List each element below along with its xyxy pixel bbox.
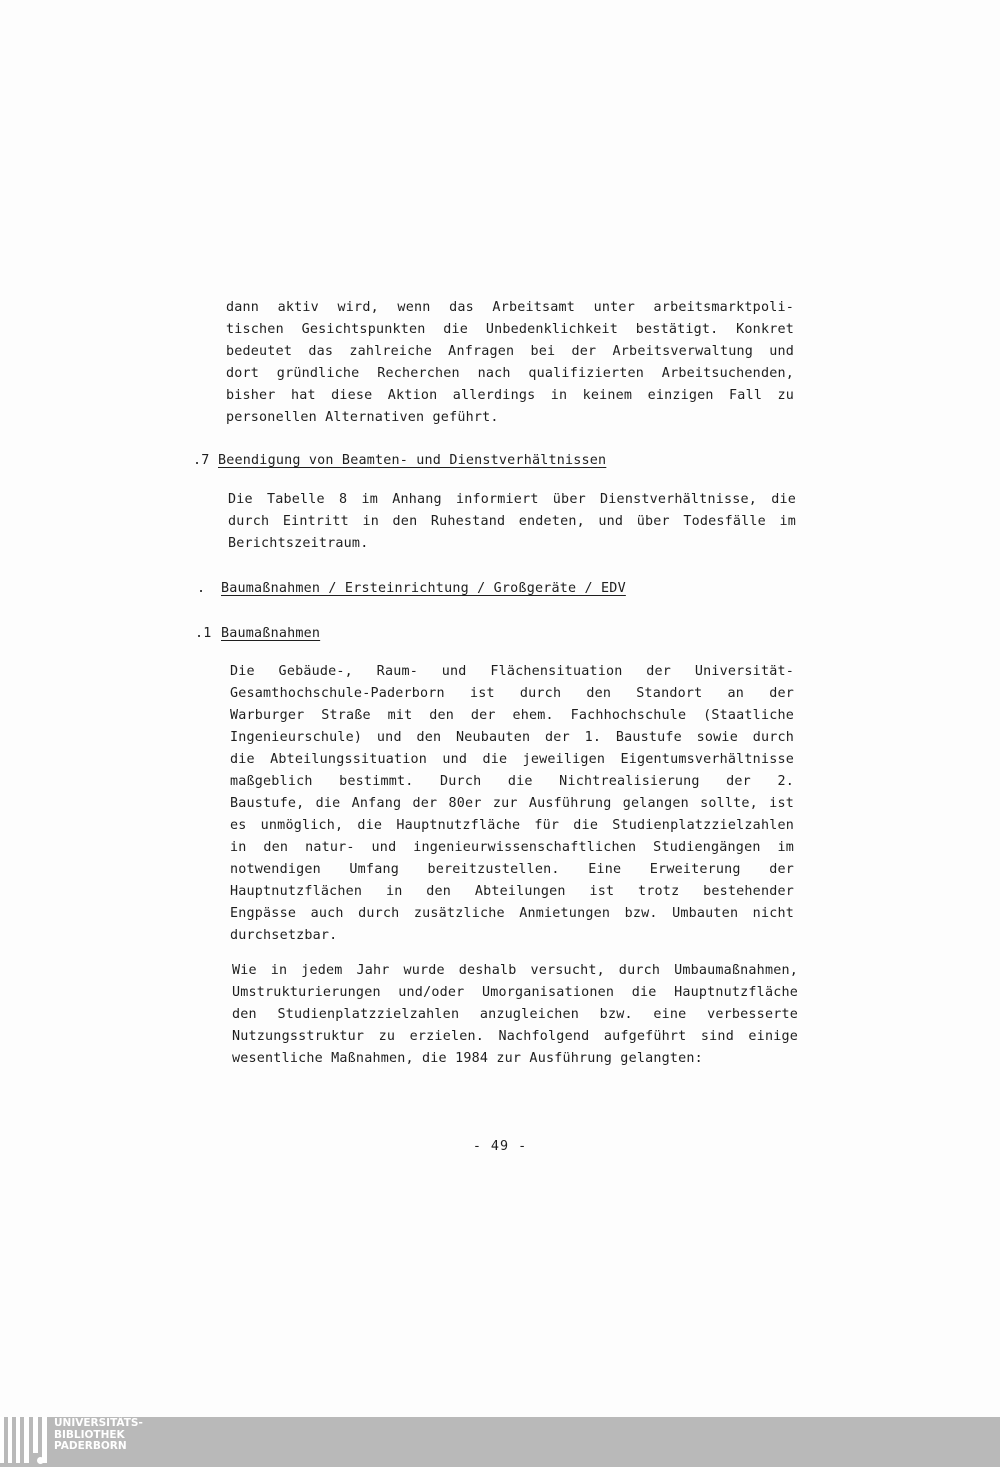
logo-line: PADERBORN bbox=[54, 1440, 127, 1452]
text-line: wesentliche Maßnahmen, die 1984 zur Ausführung gelangten: bbox=[232, 1051, 703, 1066]
text-line: in den natur- und ingenieurwissenschaftlichen Studiengängen im bbox=[230, 840, 794, 855]
text-line: den Studienplatzzielzahlen anzugleichen bzw. eine verbesserte bbox=[232, 1007, 798, 1022]
heading-number: .7 bbox=[193, 453, 210, 468]
heading-number: .1 bbox=[195, 626, 212, 641]
text-line: tischen Gesichtspunkten die Unbedenklichkeit bestätigt. Konkret bbox=[226, 322, 794, 337]
text-line: maßgeblich bestimmt. Durch die Nichtrealisierung der 2. bbox=[230, 774, 794, 789]
text-line: durchsetzbar. bbox=[230, 928, 338, 943]
paragraph-umbau bbox=[232, 960, 798, 1070]
text-line: Ingenieurschule) und den Neubauten der 1. Baustufe sowie durch bbox=[230, 730, 794, 745]
logo-line: UNIVERSITÄTS- bbox=[54, 1417, 143, 1429]
text-line: die Abteilungssituation und die jeweiligen Eigentumsverhältnisse bbox=[230, 752, 794, 767]
text-line: Berichtszeitraum. bbox=[228, 536, 369, 551]
logo-line: BIBLIOTHEK bbox=[54, 1428, 125, 1441]
heading-title: Baumaßnahmen / Ersteinrichtung / Großgeräte / EDV bbox=[221, 581, 626, 596]
text-line: notwendigen Umfang bereitzustellen. Eine Erweiterung der bbox=[230, 862, 794, 877]
text-line: bedeutet das zahlreiche Anfragen bei der Arbeitsverwaltung und bbox=[226, 344, 794, 359]
heading-title: Baumaßnahmen bbox=[221, 626, 321, 641]
text-line: Gesamthochschule-Paderborn ist durch den Standort an der bbox=[230, 686, 794, 701]
footer-bar bbox=[0, 1417, 1000, 1467]
paragraph-tabelle bbox=[228, 489, 796, 555]
text-line: bisher hat diese Aktion allerdings in keinem einzigen Fall zu bbox=[226, 388, 794, 403]
text-line: Die Gebäude-, Raum- und Flächensituation der Universität- bbox=[230, 664, 794, 679]
heading-beendigung bbox=[193, 450, 606, 472]
library-logo bbox=[0, 1417, 200, 1467]
text-line: Umstrukturierungen und/oder Umorganisationen die Hauptnutzfläche bbox=[232, 985, 798, 1000]
page-number: - 49 - bbox=[472, 1139, 528, 1154]
text-line: Baustufe, die Anfang der 80er zur Ausführung gelangen sollte, ist bbox=[230, 796, 794, 811]
text-line: Hauptnutzflächen in den Abteilungen ist trotz bestehender bbox=[230, 884, 794, 899]
text-line: Engpässe auch durch zusätzliche Anmietungen bzw. Umbauten nicht bbox=[230, 906, 794, 921]
text-line: durch Eintritt in den Ruhestand endeten, und über Todesfälle im bbox=[228, 514, 796, 529]
text-line: dann aktiv wird, wenn das Arbeitsamt unter arbeitsmarktpoli- bbox=[226, 300, 794, 315]
heading-title: Beendigung von Beamten- und Dienstverhältnissen bbox=[218, 453, 607, 468]
heading-baumassnahmen-1 bbox=[195, 623, 320, 645]
text-line: Die Tabelle 8 im Anhang informiert über Dienstverhältnisse, die bbox=[228, 492, 796, 507]
text-line: es unmöglich, die Hauptnutzfläche für die Studienplatzzielzahlen bbox=[230, 818, 794, 833]
text-line: personellen Alternativen geführt. bbox=[226, 410, 499, 425]
logo-text bbox=[54, 1418, 143, 1453]
section-heading-baumassnahmen bbox=[197, 578, 626, 600]
text-line: Wie in jedem Jahr wurde deshalb versucht, durch Umbaumaßnahmen, bbox=[232, 963, 798, 978]
text-line: Warburger Straße mit den der ehem. Fachhochschule (Staatliche bbox=[230, 708, 794, 723]
heading-number: . bbox=[197, 581, 206, 596]
paragraph-gebaeude bbox=[230, 661, 794, 947]
text-line: dort gründliche Recherchen nach qualifizierten Arbeitsuchenden, bbox=[226, 366, 794, 381]
paragraph-arbeitsamt bbox=[226, 297, 794, 429]
logo-dot-icon bbox=[37, 1457, 44, 1464]
text-line: Nutzungsstruktur zu erzielen. Nachfolgend aufgeführt sind einige bbox=[232, 1029, 798, 1044]
